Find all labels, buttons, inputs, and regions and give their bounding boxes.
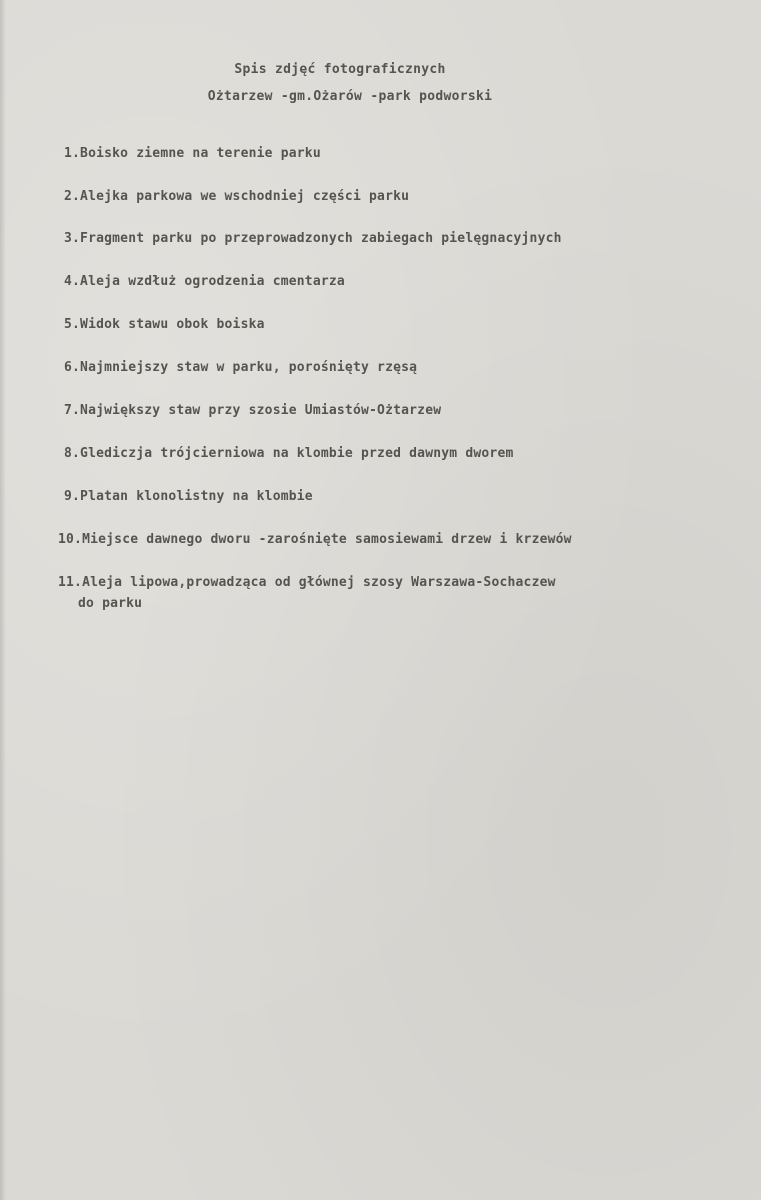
document-subtitle: Ożtarzew -gm.Ożarów -park podworski: [207, 89, 493, 104]
list-item: 5.Widok stawu obok boiska: [64, 317, 265, 332]
list-item: 8.Glediczja trójcierniowa na klombie przed dawnym dworem: [64, 446, 514, 461]
page-edge-shadow: [0, 0, 6, 1200]
list-item: 6.Najmniejszy staw w parku, porośnięty rzęsą: [64, 360, 418, 375]
list-item: 3.Fragment parku po przeprowadzonych zabiegach pielęgnacyjnych: [64, 231, 562, 246]
list-item: 1.Boisko ziemne na terenie parku: [64, 146, 321, 161]
list-item: [58, 575, 556, 611]
list-item: 7.Największy staw przy szosie Umiastów-Ożtarzew: [64, 403, 442, 418]
list-item: 2.Alejka parkowa we wschodniej części parku: [64, 189, 410, 204]
list-item: 10.Miejsce dawnego dworu -zarośnięte samosiewami drzew i krzewów: [58, 532, 572, 547]
list-item-continuation: do parku: [78, 596, 143, 611]
list-item-text: 11.Aleja lipowa,prowadząca od głównej szosy Warszawa-Sochaczew: [58, 575, 556, 590]
list-item: 4.Aleja wzdłuż ogrodzenia cmentarza: [64, 274, 345, 289]
list-item: 9.Platan klonolistny na klombie: [64, 489, 313, 504]
document-title: Spis zdjęć fotograficznych: [234, 62, 446, 77]
